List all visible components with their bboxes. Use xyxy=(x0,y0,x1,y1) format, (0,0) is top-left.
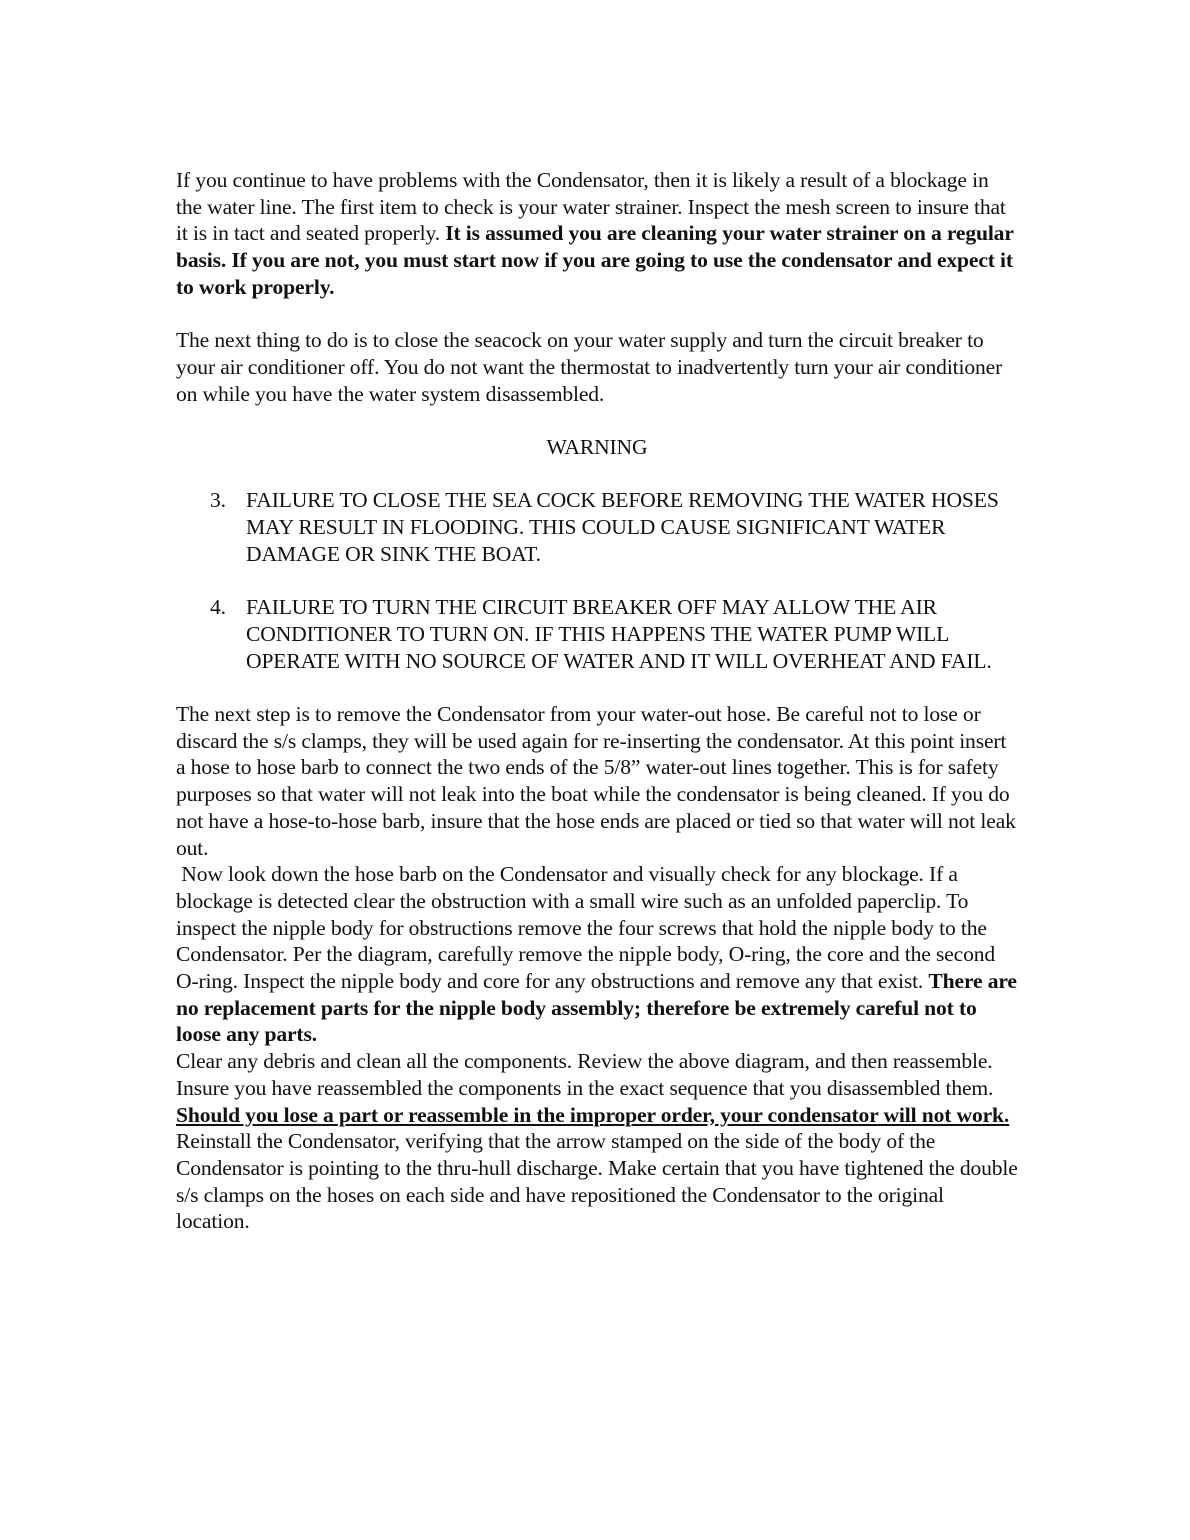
document-page xyxy=(176,167,1023,1235)
paragraph-text: Now look down the hose barb on the Condensator and visually check for any blockage. If a blockage is detected clear the obstruction with a small wire such as an unfolded paperclip. To inspect the nipple body for obstructions remove the four screws that hold the nipple body to the Condensator. Per the diagram, carefully remove the nipple body, O-ring, the core and the second O-ring. Inspect the nipple body and core for any obstructions and remove any that exist. xyxy=(176,862,1001,994)
paragraph-text: Clear any debris and clean all the components. Review the above diagram, and then reassemble. Insure you have reassembled the components in the exact sequence that you disassembled them. xyxy=(176,1049,994,1100)
paragraph-inspect-blockage xyxy=(176,861,1023,1048)
paragraph-text: If you continue to have problems with the Condensator, then it is likely a result of a blockage in the water line. The first item to check is your water strainer. Inspect the mesh screen to insure that it is in tact and seated properly. xyxy=(176,168,1006,246)
warning-item xyxy=(176,487,1018,567)
paragraph-remove-condensator: The next step is to remove the Condensator from your water-out hose. Be careful not to lose or discard the s/s clamps, they will be used again for re-inserting the condensator. At this point insert a hose to hose barb to connect the two ends of the 5/8” water-out lines together. This is for safety purposes so that water will not leak into the boat while the condensator is being cleaned. If you do not have a hose-to-hose barb, insure that the hose ends are placed or tied so that water will not leak out. xyxy=(176,701,1016,860)
warning-text: FAILURE TO TURN THE CIRCUIT BREAKER OFF MAY ALLOW THE AIR CONDITIONER TO TURN ON. IF THIS HAPPENS THE WATER PUMP WILL OPERATE WITH NO SOURCE OF WATER AND IT WILL OVERHEAT AND FAIL. xyxy=(246,595,992,673)
warning-item xyxy=(176,594,1018,674)
paragraph-gap xyxy=(176,301,1018,328)
warning-text: FAILURE TO CLOSE THE SEA COCK BEFORE REMOVING THE WATER HOSES MAY RESULT IN FLOODING. THIS COULD CAUSE SIGNIFICANT WATER DAMAGE OR SINK THE BOAT. xyxy=(246,488,999,566)
paragraph-gap xyxy=(176,461,1018,488)
warning-number: 4. xyxy=(210,595,226,620)
paragraph-gap xyxy=(176,674,1018,701)
paragraph-gap xyxy=(176,407,1018,434)
bold-underlined-warning-text: Should you lose a part or reassemble in the improper order, your condensator will not work. xyxy=(176,1102,1010,1127)
paragraph-reassemble xyxy=(176,1048,1018,1128)
paragraph-reinstall: Reinstall the Condensator, verifying that the arrow stamped on the side of the body of the Condensator is pointing to the thru-hull discharge. Make certain that you have tightened the double s/s clamps on the hoses on each side and have repositioned the Condensator to the original location. xyxy=(176,1129,1018,1234)
bold-emphasis-text: There are no replacement parts for the nipple body assembly; therefore be extremely careful not to loose any parts. xyxy=(176,969,1023,1047)
bold-emphasis-text: It is assumed you are cleaning your water strainer on a regular basis. If you are not, you must start now if you are going to use the condensator and expect it to work properly. xyxy=(176,221,1014,299)
warning-list xyxy=(176,487,1018,674)
paragraph-strainer-check xyxy=(176,167,1018,301)
warning-number: 3. xyxy=(210,488,226,513)
warning-heading: WARNING xyxy=(546,435,648,459)
paragraph-close-seacock: The next thing to do is to close the seacock on your water supply and turn the circuit breaker to your air conditioner off. You do not want the thermostat to inadvertently turn your air conditioner on while you have the water system disassembled. xyxy=(176,328,1003,406)
